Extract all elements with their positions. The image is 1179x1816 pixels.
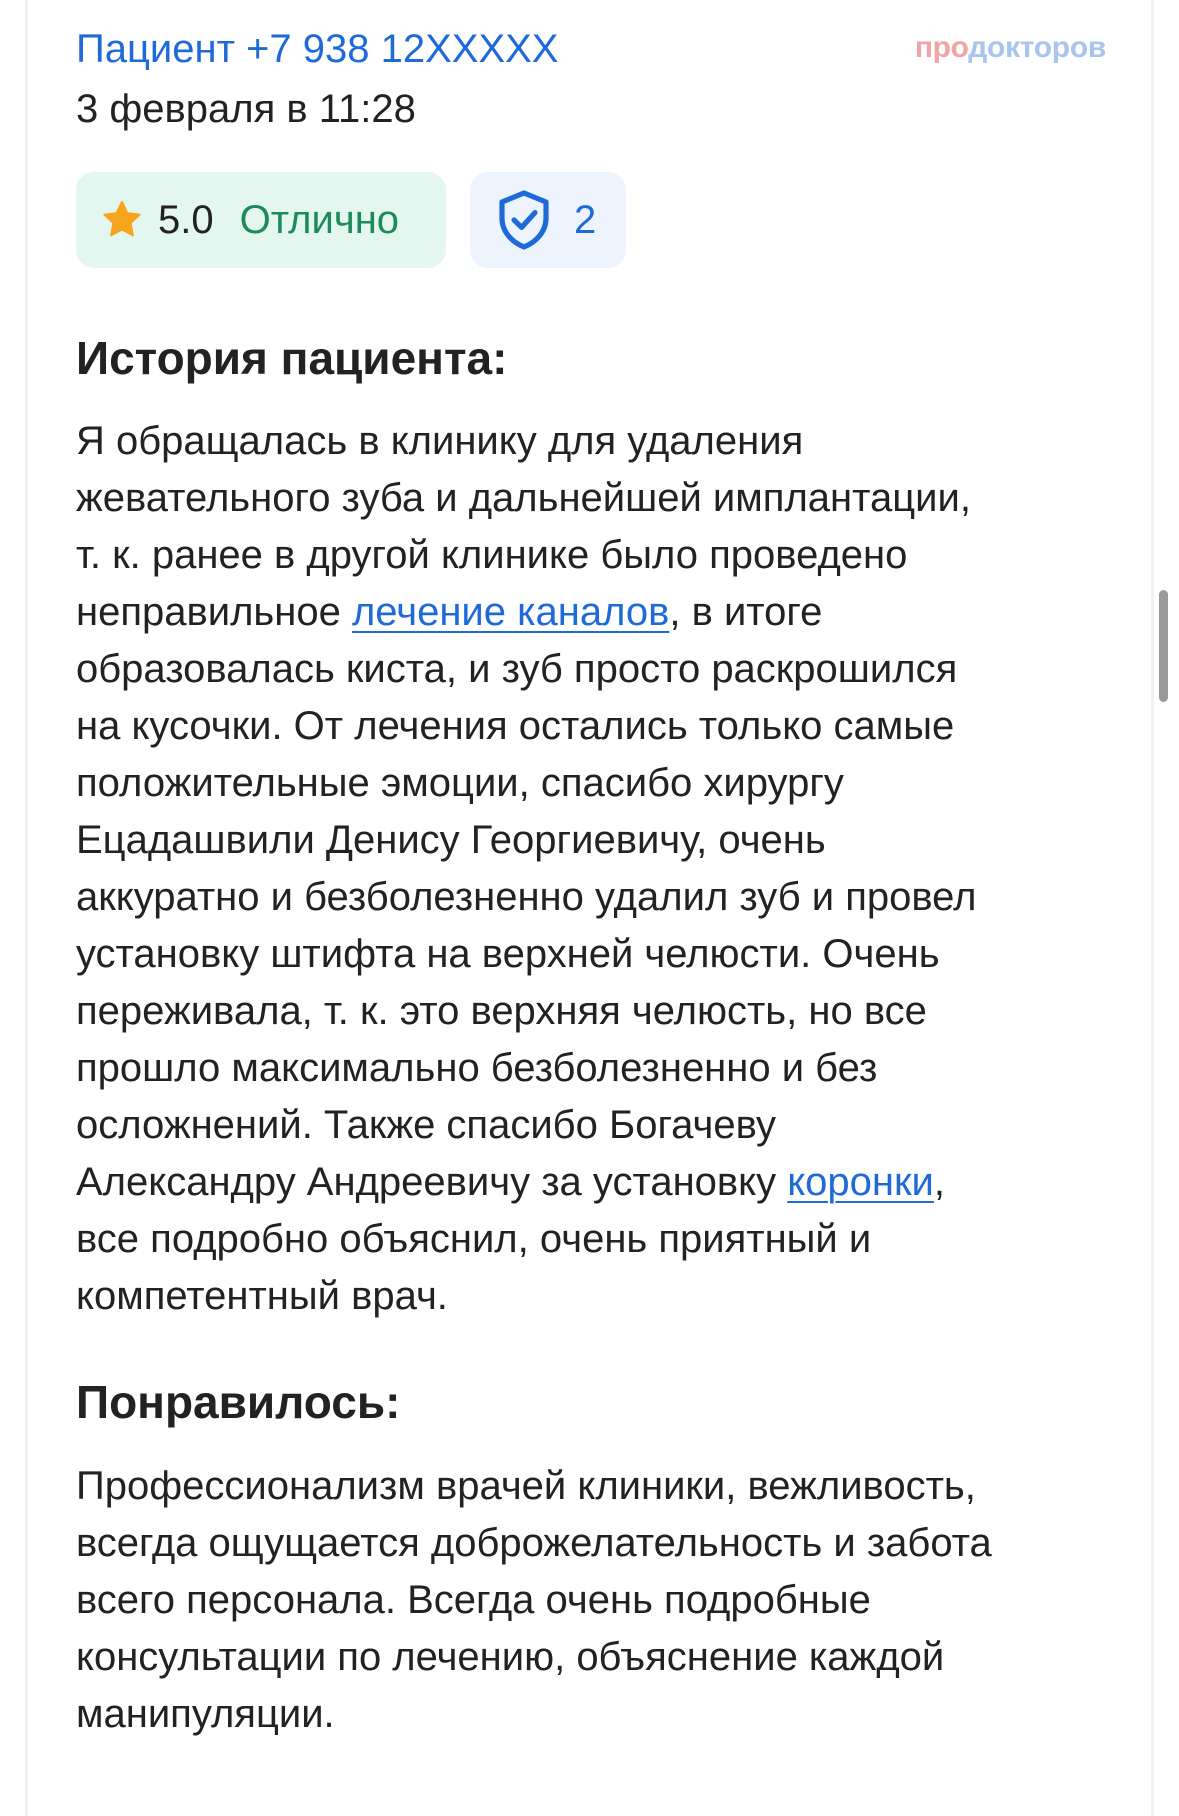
logo-part-doctors: докторов	[968, 31, 1106, 64]
story-inline-link[interactable]: коронки	[787, 1160, 934, 1204]
story-line	[76, 1154, 1116, 1211]
story-inline-link[interactable]: лечение каналов	[351, 590, 670, 634]
story-line: осложнений. Также спасибо Богачеву	[76, 1103, 776, 1147]
story-line: все подробно объяснил, очень приятный и	[76, 1217, 872, 1261]
liked-text	[76, 1458, 1116, 1743]
story-line: на кусочки. От лечения остались только самые	[76, 704, 955, 748]
shield-check-icon	[496, 189, 552, 251]
story-line-text: неправильное	[76, 590, 352, 634]
verification-count: 2	[574, 197, 597, 242]
right-divider	[1151, 0, 1154, 1816]
review-date: 3 февраля в 11:28	[76, 87, 416, 131]
story-line: положительные эмоции, спасибо хирургу	[76, 761, 844, 805]
story-line: компетентный врач.	[76, 1274, 448, 1318]
liked-line: всего персонала. Всегда очень подробные	[76, 1578, 871, 1622]
story-line: установку штифта на верхней челюсти. Очень	[76, 932, 940, 976]
verification-badge[interactable]	[470, 172, 626, 268]
review-author[interactable]: Пациент +7 938 12XXXXX	[76, 27, 559, 71]
story-line: Ецадашвили Денису Георгиевичу, очень	[76, 818, 826, 862]
story-line: аккуратно и безболезненно удалил зуб и провел	[76, 875, 977, 919]
story-line: Я обращалась в клинику для удаления	[76, 419, 804, 463]
story-line	[76, 584, 1116, 641]
story-line-text: , в итоге	[669, 590, 823, 634]
liked-line: консультации по лечению, объяснение каждой	[76, 1635, 945, 1679]
star-icon	[100, 198, 144, 242]
story-line-text: Александру Андреевичу за установку	[76, 1160, 788, 1204]
rating-badge	[76, 172, 446, 268]
left-divider	[25, 0, 28, 1816]
liked-line: Профессионализм врачей клиники, вежливость,	[76, 1464, 976, 1508]
rating-value: 5.0	[158, 197, 214, 242]
story-line: переживала, т. к. это верхняя челюсть, но все	[76, 989, 927, 1033]
story-line: т. к. ранее в другой клинике было проведено	[76, 533, 908, 577]
prodoctorov-logo[interactable]	[915, 28, 1106, 68]
story-line-text: ,	[933, 1160, 945, 1204]
liked-title: Понравилось:	[76, 1376, 401, 1428]
liked-line: манипуляции.	[76, 1692, 335, 1736]
liked-line: всегда ощущается доброжелательность и забота	[76, 1521, 992, 1565]
story-line: жевательного зуба и дальнейшей имплантации,	[76, 476, 971, 520]
rating-label: Отлично	[239, 197, 400, 242]
story-text	[76, 413, 1116, 1325]
story-title: История пациента:	[76, 332, 508, 384]
review-badges	[76, 172, 626, 268]
scrollbar-thumb[interactable]	[1159, 590, 1168, 702]
story-line: прошло максимально безболезненно и без	[76, 1046, 878, 1090]
logo-part-pro: про	[914, 31, 969, 64]
story-line: образовалась киста, и зуб просто раскрошился	[76, 647, 958, 691]
